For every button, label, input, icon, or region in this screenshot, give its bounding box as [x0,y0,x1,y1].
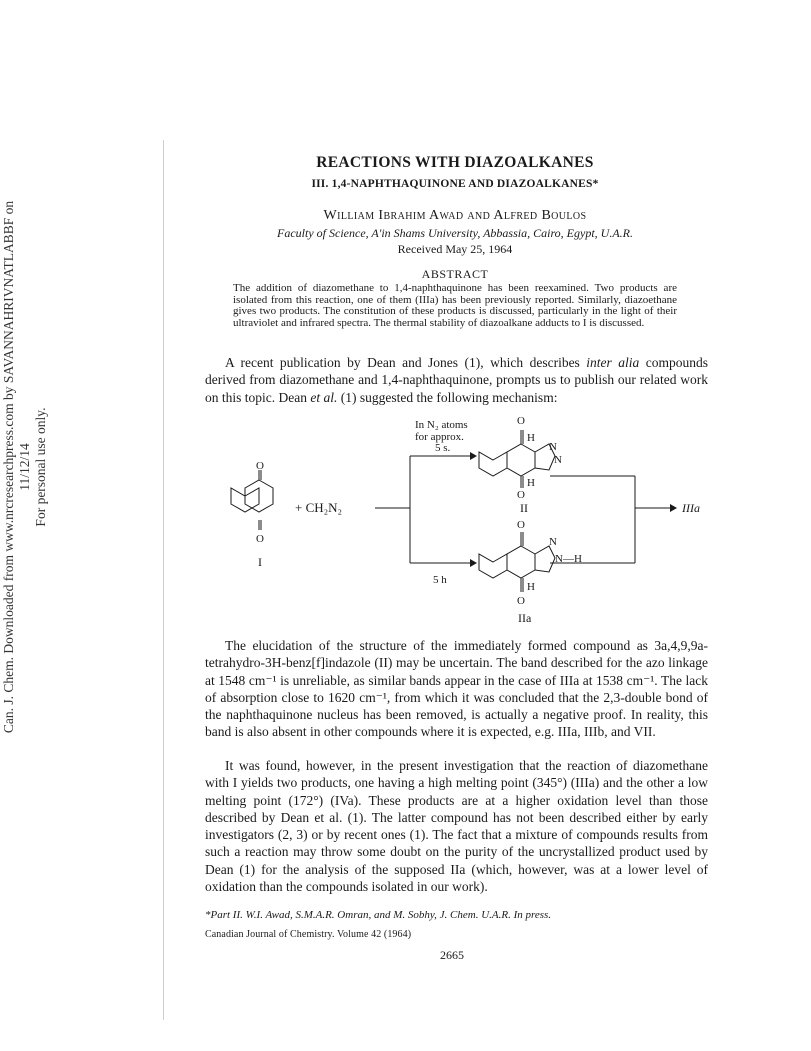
arrow-head-product [670,504,677,512]
p1-text-c: (1) suggested the following mechanism: [337,389,558,405]
compound-II-oxygen-top: O [517,415,525,427]
p1-text-b: compounds derived from diazomethane and 1,4-naphthaquinone, prompts us to publish our related work on this topic. Dean [205,355,709,405]
compound-IIa-label: IIa [518,611,532,625]
paragraph-2: The elucidation of the structure of the immediately formed compound as 3a,4,9,9a-tetrahydro-3H-benz[f]indazole (II) may be uncertain. The band described for the azo linkage at 1548 cm⁻¹ is unreliable, as similar bands appear in the case of IIIa at 1538 cm⁻¹. The lack of absorption close to 1620 cm⁻¹, from which it was concluded that the 2,3-double bond of the naphthaquinone nucleus has been removed, is actually a negative proof. In reality, this band is also absent in other compounds where it is expected, e.g. IIIa, IIIb, and VII. [205,638,708,740]
compound-II-h-top: H [527,432,535,444]
compound-I-label: I [258,555,262,569]
journal-citation: Canadian Journal of Chemistry. Volume 42 (1964) [205,929,412,940]
compound-II-label: II [520,501,528,515]
watermark-line-1: Can. J. Chem. Downloaded from www.nrcresearchpress.com by SAVANNAHRIVNATLABBF on 11/12/14 [1,200,32,734]
compound-II-n2: N [554,454,562,466]
compound-I-oxygen-bottom: O [256,533,264,545]
compound-II-h-bottom: H [527,477,535,489]
compound-IIa-nh: N—H [555,553,582,565]
compound-II-structure [479,430,555,488]
watermark-line-2: For personal use only. [33,407,48,527]
compound-IIa-n: N [549,536,557,548]
article-title: REACTIONS WITH DIAZOALKANES [316,154,594,171]
condition-top-2: for approx. [415,431,464,443]
paragraph-3: It was found, however, in the present investigation that the reaction of diazomethane with I yields two products, one having a high melting point (345°) (IIIa) and the other a low melting point (172°) (IVa). These products are at a higher oxidation level than those described by Dean et al. (1). The latter compound has not been described either by early investigators (2, 3) or by recent ones (1). The fact that a mixture of compounds results from such a reaction may throw some doubt on the purity of the uncrystallized product used by Dean (1) for the analysis of the supposed IIa (which, however, was at a lower level of oxidation than the compounds isolated in our work). [205,758,708,895]
reagent-label: + CH₂N₂ [295,500,343,515]
compound-IIa-h: H [527,581,535,593]
p1-text-a: A recent publication by Dean and Jones (1), which describes [225,355,587,370]
condition-top-1: In N₂ atoms [415,419,468,431]
reaction-scheme [215,408,710,628]
article-subtitle: III. 1,4-NAPHTHAQUINONE AND DIAZOALKANES* [311,178,599,190]
download-watermark [1,187,49,747]
product-IIIa-label: IIIa [682,501,700,515]
compound-IIa-oxygen-top: O [517,519,525,531]
arrow-head-top [470,452,477,460]
condition-bottom: 5 h [433,574,447,586]
footnote: *Part II. W.I. Awad, S.M.A.R. Omran, and M. Sobhy, J. Chem. U.A.R. In press. [205,909,552,921]
authors: William Ibrahim Awad and Alfred Boulos [323,208,587,223]
paragraph-1 [205,354,708,406]
compound-IIa-structure [479,532,555,592]
abstract-heading: ABSTRACT [421,267,489,281]
page-number: 2665 [440,948,464,962]
condition-top-3: 5 s. [435,442,451,454]
margin-rule [163,140,164,1020]
compound-I-oxygen-top: O [256,460,264,472]
affiliation: Faculty of Science, A'in Shams University, Abbassia, Cairo, Egypt, U.A.R. [277,226,633,240]
compound-II-oxygen-bottom: O [517,489,525,501]
compound-I-structure [231,470,273,530]
compound-IIa-oxygen-bottom: O [517,595,525,607]
abstract-text: The addition of diazomethane to 1,4-naphthaquinone has been reexamined. Two products are isolated from this reaction, one of them (IIIa) has been previously reported. Similarly, diazoethane gives two products. The constitution of these products is discussed, particularly in the light of their ultraviolet and infrared spectra. The thermal stability of diazoalkane adducts to I is discussed. [233,282,677,329]
compound-II-n1: N [549,441,557,453]
received-date: Received May 25, 1964 [397,242,513,256]
arrow-head-bottom [470,559,477,567]
p1-emphasis-1: inter alia [586,355,640,370]
p1-emphasis-2: et al. [310,389,338,405]
